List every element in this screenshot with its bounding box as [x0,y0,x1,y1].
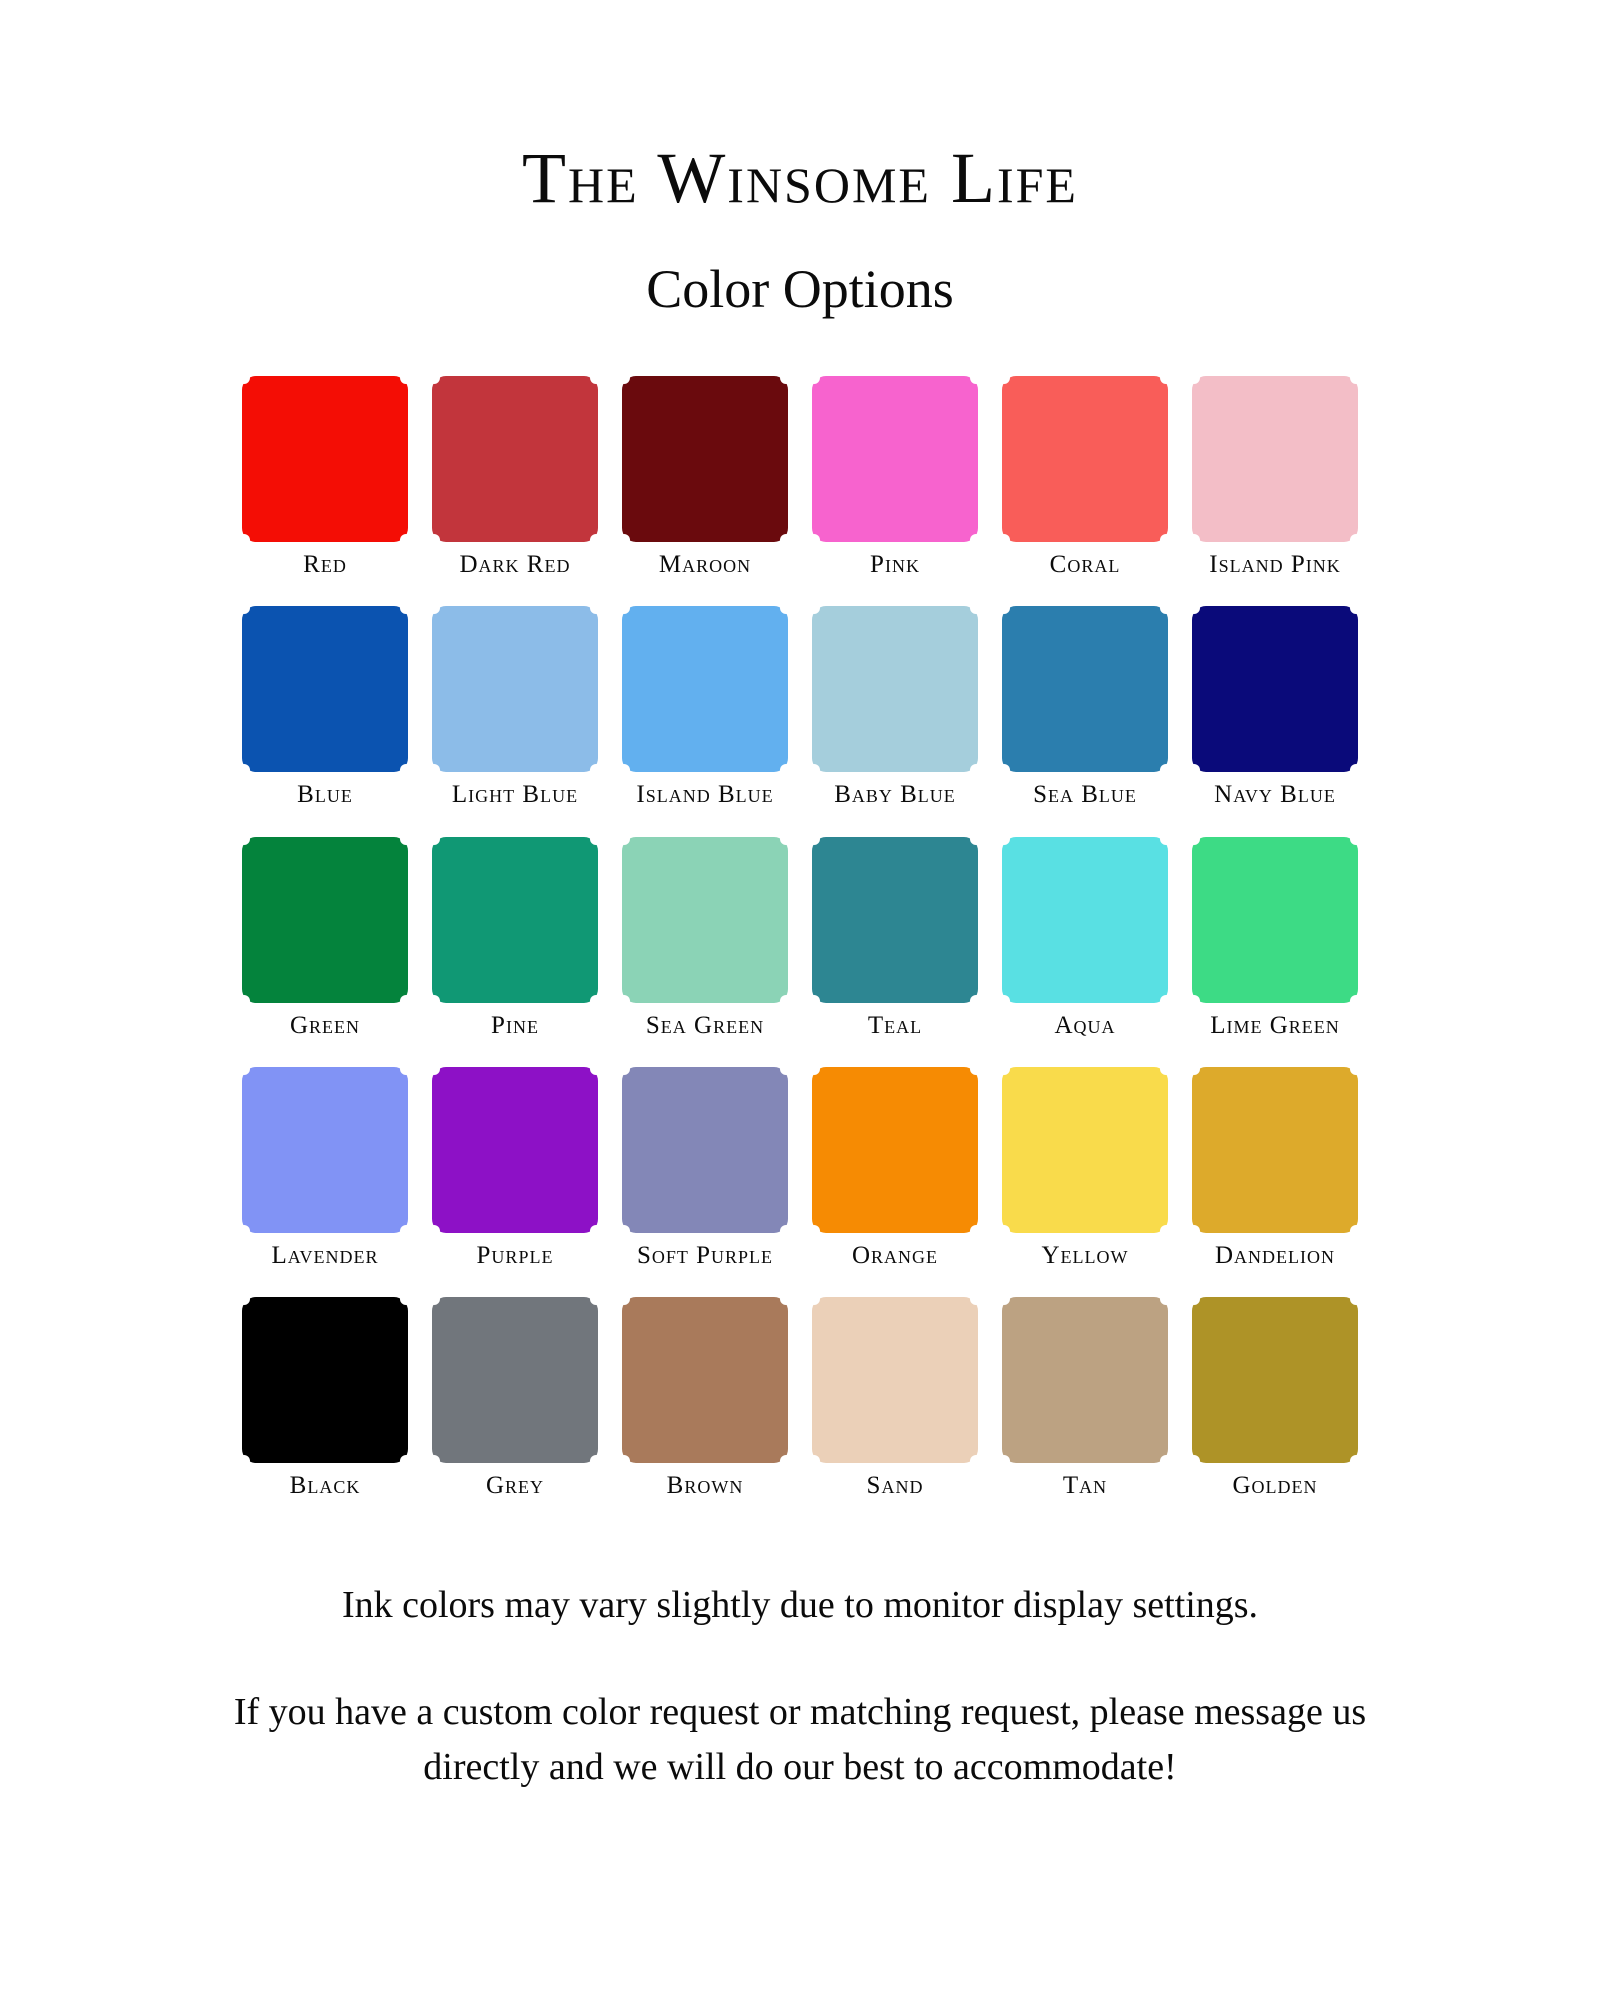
color-swatch[interactable] [230,1067,420,1275]
color-swatch[interactable] [800,376,990,584]
color-label: Baby Blue [834,781,956,809]
color-label: Tan [1062,1472,1108,1499]
color-label: Soft Purple [636,1241,774,1269]
color-label: Island Blue [636,781,774,809]
color-chip[interactable] [1002,606,1168,772]
color-swatch[interactable] [230,606,420,814]
color-label: Blue [297,781,353,809]
color-swatch[interactable] [1180,1297,1370,1505]
color-swatch[interactable] [1180,376,1370,584]
color-label: Pink [870,551,920,578]
color-label: Dark Red [459,551,571,578]
color-swatch[interactable] [800,837,990,1045]
color-swatch[interactable] [420,1067,610,1275]
color-chip[interactable] [1192,1067,1358,1233]
color-chip[interactable] [812,1067,978,1233]
color-chip[interactable] [1192,376,1358,542]
color-label: Brown [666,1472,744,1499]
color-chip[interactable] [242,837,408,1003]
color-label: Red [303,551,347,578]
color-chip[interactable] [242,1067,408,1233]
color-chip[interactable] [432,376,598,542]
color-label: Lavender [271,1241,379,1269]
color-label: Grey [485,1472,545,1499]
color-swatch[interactable] [800,1067,990,1275]
color-label: Lime Green [1210,1011,1340,1039]
color-label: Teal [867,1011,923,1039]
color-label: Pine [491,1011,539,1039]
color-chip[interactable] [812,1297,978,1463]
color-swatch[interactable] [610,1297,800,1505]
color-chip[interactable] [242,606,408,772]
color-chip[interactable] [242,376,408,542]
color-chip[interactable] [1002,1067,1168,1233]
color-label: Sea Blue [1033,781,1137,809]
color-label: Yellow [1041,1241,1129,1269]
color-swatch[interactable] [610,606,800,814]
color-label: Coral [1049,551,1121,578]
color-label: Maroon [658,551,752,578]
color-label: Navy Blue [1214,781,1336,809]
color-swatch[interactable] [420,1297,610,1505]
color-swatch[interactable] [610,1067,800,1275]
color-label: Purple [476,1241,554,1269]
color-label: Green [289,1011,361,1039]
color-chip[interactable] [1192,1297,1358,1463]
color-chip[interactable] [1192,837,1358,1003]
page-title: The Winsome Life [522,138,1078,218]
color-chip[interactable] [242,1297,408,1463]
color-label: Island Pink [1209,551,1341,578]
color-swatch[interactable] [1180,606,1370,814]
color-label: Sand [866,1472,924,1499]
color-chip[interactable] [812,606,978,772]
color-swatch[interactable] [800,606,990,814]
color-swatch[interactable] [990,376,1180,584]
notes-section [180,1527,1420,1795]
color-chip[interactable] [622,606,788,772]
color-label: Sea Green [645,1011,765,1039]
color-label: Aqua [1054,1011,1116,1039]
color-swatch-grid [230,316,1370,1527]
color-chip[interactable] [1192,606,1358,772]
color-chip[interactable] [622,1067,788,1233]
custom-request-text: If you have a custom color request or matching request, please message us directly and we will do our best to accommodate! [233,1690,1367,1788]
color-chip[interactable] [622,376,788,542]
color-chip[interactable] [812,376,978,542]
color-chip[interactable] [1002,1297,1168,1463]
color-swatch[interactable] [990,606,1180,814]
color-swatch[interactable] [420,606,610,814]
color-swatch[interactable] [230,1297,420,1505]
color-swatch[interactable] [1180,837,1370,1045]
color-label: Golden [1232,1472,1318,1499]
color-chip[interactable] [622,837,788,1003]
color-chip[interactable] [812,837,978,1003]
color-swatch[interactable] [610,837,800,1045]
color-label: Black [289,1472,361,1499]
color-swatch[interactable] [420,837,610,1045]
color-swatch[interactable] [800,1297,990,1505]
color-swatch[interactable] [420,376,610,584]
color-label: Light Blue [451,781,579,809]
color-chip[interactable] [1002,376,1168,542]
color-swatch[interactable] [990,837,1180,1045]
color-swatch[interactable] [990,1067,1180,1275]
color-swatch[interactable] [990,1297,1180,1505]
color-label: Orange [851,1241,939,1269]
disclaimer-text: Ink colors may vary slightly due to monitor display settings. [341,1584,1259,1627]
color-swatch[interactable] [230,376,420,584]
color-swatch[interactable] [610,376,800,584]
color-chip[interactable] [432,1297,598,1463]
page-subtitle: Color Options [646,259,954,319]
color-chip[interactable] [432,606,598,772]
color-chip[interactable] [622,1297,788,1463]
color-swatch[interactable] [1180,1067,1370,1275]
color-chip[interactable] [432,837,598,1003]
color-chip[interactable] [1002,837,1168,1003]
color-swatch[interactable] [230,837,420,1045]
color-chip[interactable] [432,1067,598,1233]
color-label: Dandelion [1214,1241,1336,1269]
